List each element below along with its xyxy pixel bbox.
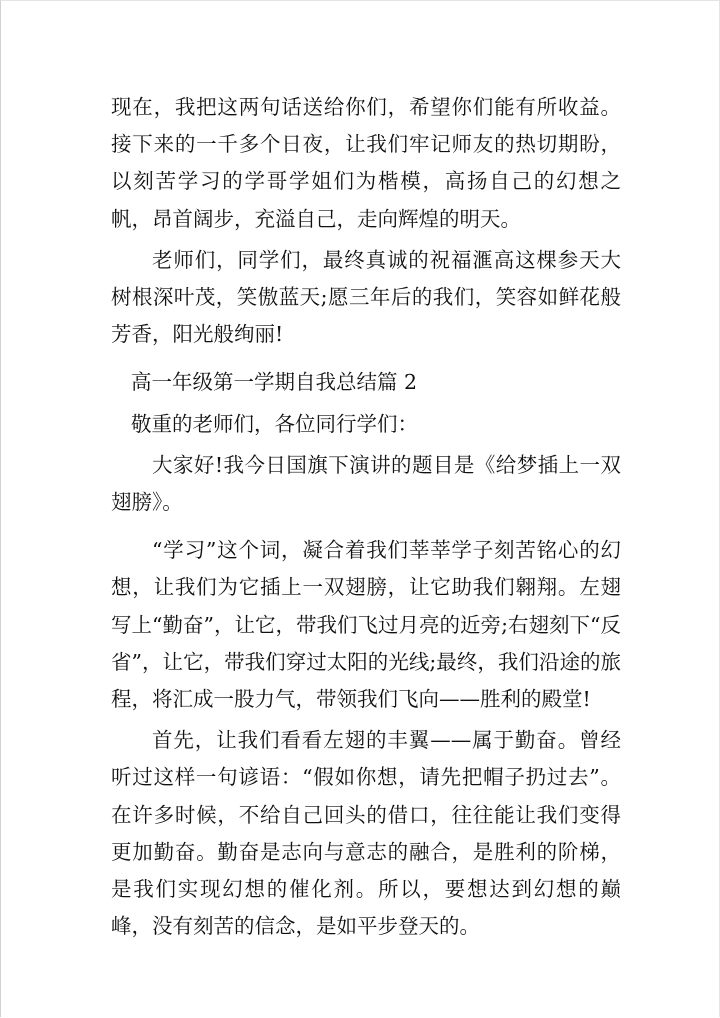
salutation: 敬重的老师们，各位同行学们：	[131, 411, 418, 436]
paragraph-closing-remarks: 现在，我把这两句话送给你们，希望你们能有所收益。接下来的一千多个日夜，让我们牢记师友的热切期盼，以刻苦学习的学哥学姐们为楷模，高扬自己的幻想之帆，昂首阔步，充溢自己，走向辉煌的明天。	[111, 95, 621, 231]
paragraph-blessing: 老师们，同学们，最终真诚的祝福滙高这棵参天大树根深叶茂，笑傲蓝天;愿三年后的我们，笑容如鲜花般芳香，阳光般绚丽!	[111, 247, 621, 347]
document-body	[111, 89, 621, 945]
paragraph-greeting: 大家好!我今日国旗下演讲的题目是《给梦插上一双翅膀》。	[111, 452, 621, 515]
paragraph-wings: “学习”这个词，凝合着我们莘莘学子刻苦铭心的幻想，让我们为它插上一双翅膀，让它助我们翱翔。左翅写上“勤奋”，让它，带我们飞过月亮的近旁;右翅刻下“反省”，让它，带我们穿过太阳的光线;最终，我们沿途的旅程，将汇成一股力气，带领我们飞向——胜利的殿堂!	[111, 538, 621, 712]
section-heading: 高一年级第一学期自我总结篇 2	[131, 370, 418, 395]
paragraph-diligence: 首先，让我们看看左翅的丰翼——属于勤奋。曾经听过这样一句谚语：“假如你想，请先把帽子扔过去”。在许多时候，不给自己回头的借口，往往能让我们变得更加勤奋。勤奋是志向与意志的融合，是胜利的阶梯，是我们实现幻想的催化剂。所以，要想达到幻想的巅峰，没有刻苦的信念，是如平步登天的。	[111, 728, 621, 939]
